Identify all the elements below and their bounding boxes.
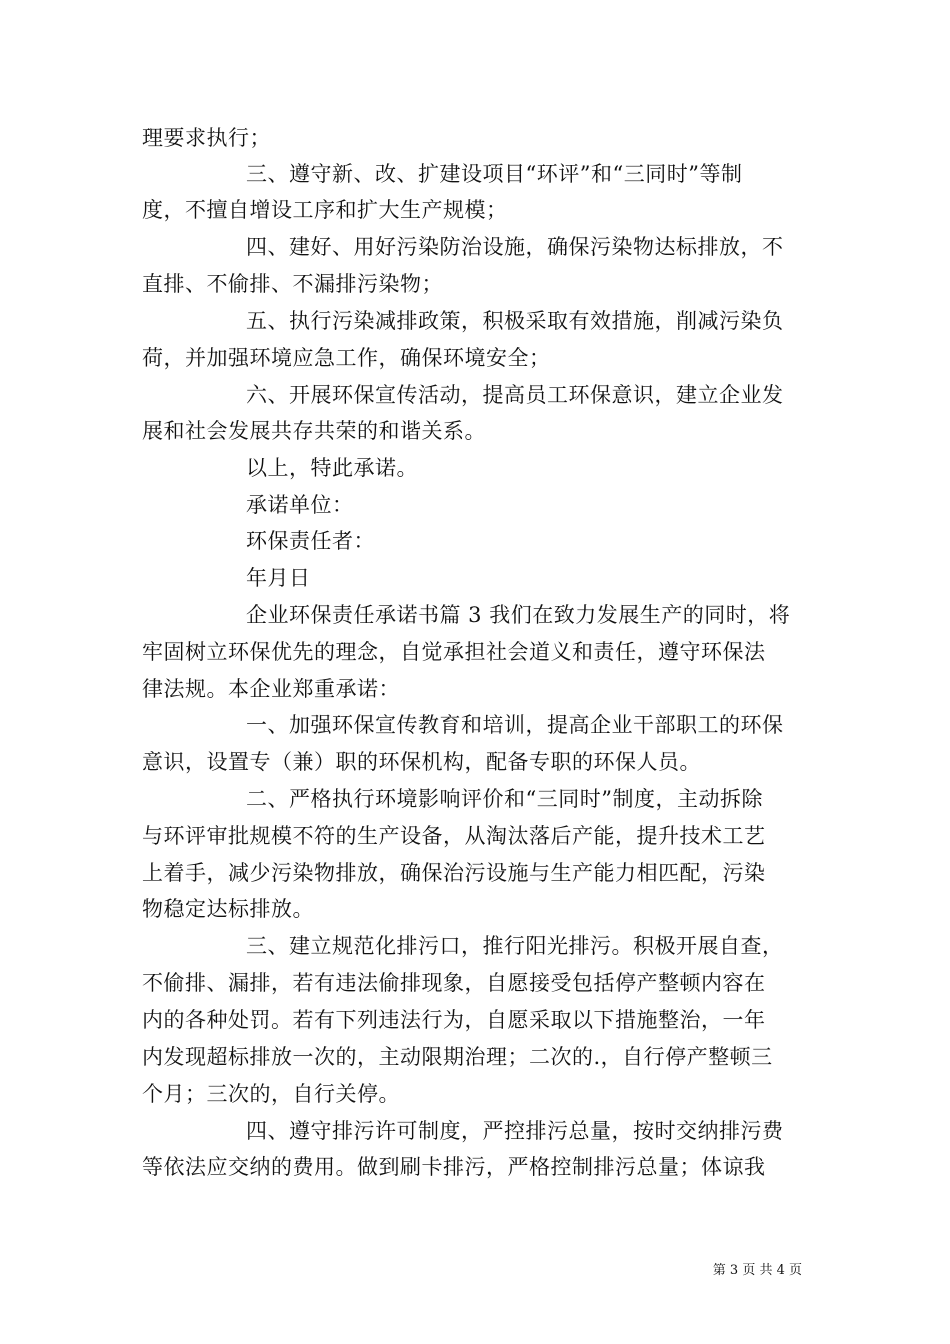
text-line: 企业环保责任承诺书篇 3 我们在致力发展生产的同时，将 [246,603,791,627]
text-line: 三、遵守新、改、扩建设项目“环评”和“三同时”等制 [246,162,743,186]
text-line: 四、遵守排污许可制度，严控排污总量，按时交纳排污费 [246,1119,784,1143]
text-line: 直排、不偷排、不漏排污染物； [142,272,443,296]
text-line: 展和社会发展共存共荣的和谐关系。 [142,419,486,443]
page-number: 第 3 页 共 4 页 [712,1263,802,1278]
text-line: 与环评审批规模不符的生产设备，从淘汰落后产能，提升技术工艺 [142,824,766,848]
text-line: 承诺单位： [246,493,354,517]
text-line: 三、建立规范化排污口，推行阳光排污。积极开展自查， [246,934,784,958]
text-line: 内发现超标排放一次的，主动限期治理；二次的.，自行停产整顿三 [142,1045,773,1069]
text-line: 上着手，减少污染物排放，确保治污设施与生产能力相匹配，污染 [142,861,766,885]
text-line: 环保责任者： [246,529,375,553]
text-line: 个月；三次的，自行关停。 [142,1082,400,1106]
text-line: 荷，并加强环境应急工作，确保环境安全； [142,346,551,370]
text-line: 物稳定达标排放。 [142,897,314,921]
text-line: 二、严格执行环境影响评价和“三同时”制度，主动拆除 [246,787,763,811]
text-line: 一、加强环保宣传教育和培训，提高企业干部职工的环保 [246,713,784,737]
text-line: 四、建好、用好污染防治设施，确保污染物达标排放，不 [246,235,784,259]
text-line: 度，不擅自增设工序和扩大生产规模； [142,198,508,222]
text-line: 五、执行污染减排政策，积极采取有效措施，削减污染负 [246,309,784,333]
text-line: 年月日 [246,566,311,590]
text-line: 以上，特此承诺。 [246,456,418,480]
text-line: 内的各种处罚。若有下列违法行为，自愿采取以下措施整治，一年 [142,1008,766,1032]
text-line: 等依法应交纳的费用。做到刷卡排污，严格控制排污总量；体谅我 [142,1155,766,1179]
text-line: 牢固树立环保优先的理念，自觉承担社会道义和责任，遵守环保法 [142,640,766,664]
text-line: 理要求执行； [142,126,271,150]
text-line: 不偷排、漏排，若有违法偷排现象，自愿接受包括停产整顿内容在 [142,971,766,995]
text-line: 六、开展环保宣传活动，提高员工环保意识，建立企业发 [246,383,784,407]
text-line: 律法规。本企业郑重承诺： [142,677,400,701]
text-line: 意识，设置专（兼）职的环保机构，配备专职的环保人员。 [142,750,701,774]
